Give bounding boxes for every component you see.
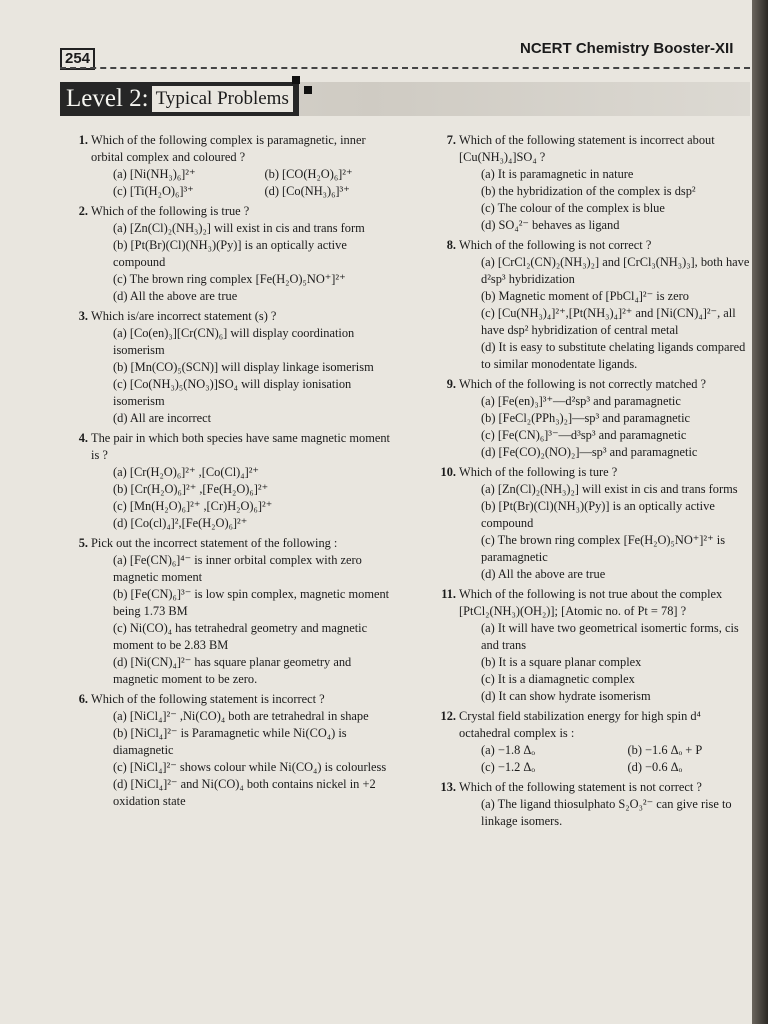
question-number: 2. [78, 204, 88, 218]
option: (c) The colour of the complex is blue [481, 201, 665, 215]
question-text: Which of the following is true ? [91, 204, 250, 218]
option: (a) [Zn(Cl)₂(NH₃)₂] will exist in cis and trans forms [481, 482, 738, 496]
option: (d) −0.6 Δₒ [627, 760, 683, 774]
option: (c) [Fe(CN)₆]³⁻—d³sp³ and paramagnetic [481, 428, 687, 442]
question [64, 535, 394, 688]
option: (a) [Co(en)₃][Cr(CN)₆] will display coordination isomerism [113, 326, 355, 357]
option-row [459, 759, 752, 776]
option: (d) All the above are true [481, 567, 606, 581]
question-number: 9. [446, 377, 456, 391]
question-text: Which of the following is not true about the complex [PtCl₂(NH₃)(OH₂)]; [Atomic no. of Pt = 78] ? [459, 587, 723, 618]
question-number: 6. [78, 692, 88, 706]
option: (a) [Ni(NH₃)₆]²⁺ [113, 167, 196, 181]
option: (b) [CO(H₂O)₆]²⁺ [264, 167, 353, 181]
question-number: 8. [446, 238, 456, 252]
question-text: The pair in which both species have same magnetic moment is ? [91, 431, 391, 462]
option: (d) [Co(NH₃)₆]³⁺ [264, 184, 350, 198]
option: (a) The ligand thiosulphato S₂O₃²⁻ can give rise to linkage isomers. [481, 797, 732, 828]
option: (d) All are incorrect [113, 411, 212, 425]
option: (a) It will have two geometrical isomertic forms, cis and trans [481, 621, 739, 652]
option: (b) [Mn(CO)₅(SCN)] will display linkage isomerism [113, 360, 374, 374]
question [64, 308, 394, 427]
question-number: 7. [446, 133, 456, 147]
option: (c) [Cu(NH₃)₄]²⁺,[Pt(NH₃)₄]²⁺ and [Ni(CN)₄]²⁻, all have dsp² hybridization of central metal [481, 306, 736, 337]
option: (a) −1.8 Δₒ [481, 743, 535, 757]
option: (c) The brown ring complex [Fe(H₂O)₅NO⁺]²⁺ [113, 272, 346, 286]
option: (d) All the above are true [113, 289, 238, 303]
option: (d) It is easy to substitute chelating ligands compared to similar monodentate ligands. [481, 340, 746, 371]
question-text: Which of the following statement is incorrect ? [91, 692, 325, 706]
question-text: Which is/are incorrect statement (s) ? [91, 309, 277, 323]
question [432, 464, 752, 583]
option: (d) [NiCl₄]²⁻ and Ni(CO)₄ both contains nickel in +2 oxidation state [113, 777, 376, 808]
option: (c) [Mn(H₂O)₆]²⁺ ,[Cr)H₂O)₆]²⁺ [113, 499, 273, 513]
option: (a) [Fe(CN)₆]⁴⁻ is inner orbital complex with zero magnetic moment [113, 553, 362, 584]
question [432, 708, 752, 776]
option: (b) Magnetic moment of [PbCl₄]²⁻ is zero [481, 289, 689, 303]
question [64, 691, 394, 810]
question [432, 779, 752, 830]
book-title: NCERT Chemistry Booster-XII [520, 40, 734, 57]
question-text: Which of the following complex is paramagnetic, inner orbital complex and coloured ? [91, 133, 366, 164]
option: (c) [NiCl₄]²⁻ shows colour while Ni(CO₄) is colourless [113, 760, 387, 774]
level-heading [60, 82, 299, 116]
decorative-square [304, 86, 312, 94]
question-number: 3. [78, 309, 88, 323]
option: (a) [Cr(H₂O)₆]²⁺ ,[Co(Cl)₄]²⁺ [113, 465, 259, 479]
option: (d) It can show hydrate isomerism [481, 689, 651, 703]
question-text: Which of the following is not correctly matched ? [459, 377, 707, 391]
question-text: Which of the following is not correct ? [459, 238, 652, 252]
left-column [64, 132, 394, 813]
option: (b) [Pt(Br)(Cl)(NH₃)(Py)] is an optically active compound [481, 499, 715, 530]
option: (d) [Ni(CN)₄]²⁻ has square planar geometry and magnetic moment to be zero. [113, 655, 352, 686]
option-row [91, 183, 394, 200]
option: (a) [CrCl₂(CN)₂(NH₃)₂] and [CrCl₃(NH₃)₃], both have d²sp³ hybridization [481, 255, 750, 286]
question [432, 237, 752, 373]
question-text: Crystal field stabilization energy for high spin d⁴ octahedral complex is : [459, 709, 701, 740]
option: (a) It is paramagnetic in nature [481, 167, 634, 181]
question-number: 12. [440, 709, 456, 723]
option: (b) It is a square planar complex [481, 655, 642, 669]
question-number: 1. [78, 133, 88, 147]
option: (d) [Fe(CO)₂(NO)₂]—sp³ and paramagnetic [481, 445, 698, 459]
question [432, 132, 752, 234]
question-number: 10. [440, 465, 456, 479]
option: (c) Ni(CO)₄ has tetrahedral geometry and magnetic moment to be 2.83 BM [113, 621, 368, 652]
option-row [459, 742, 752, 759]
option: (c) The brown ring complex [Fe(H₂O)₅NO⁺]²⁺ is paramagnetic [481, 533, 726, 564]
option: (b) [NiCl₄]²⁻ is Paramagnetic while Ni(CO₄) is diamagnetic [113, 726, 347, 757]
question [432, 376, 752, 461]
question [64, 132, 394, 200]
option: (b) [Pt(Br)(Cl)(NH₃)(Py)] is an optically active compound [113, 238, 347, 269]
option: (c) −1.2 Δₒ [481, 760, 535, 774]
right-column [432, 132, 752, 833]
question-text: Pick out the incorrect statement of the following : [91, 536, 338, 550]
level-label: Level 2: [66, 85, 149, 112]
header-divider [60, 67, 750, 69]
option: (a) [Fe(en)₃]³⁺—d²sp³ and paramagnetic [481, 394, 681, 408]
decorative-square [292, 76, 300, 84]
option: (a) [Zn(Cl)₂(NH₃)₂] will exist in cis and trans form [113, 221, 365, 235]
option: (b) [FeCl₂(PPh₃)₂]—sp³ and paramagnetic [481, 411, 691, 425]
question-number: 4. [78, 431, 88, 445]
option: (a) [NiCl₄]²⁻ ,Ni(CO)₄ both are tetrahedral in shape [113, 709, 369, 723]
option: (b) the hybridization of the complex is dsp² [481, 184, 696, 198]
level-subtitle: Typical Problems [152, 86, 293, 112]
option: (d) [Co(cl)₄]²,[Fe(H₂O)₆]²⁺ [113, 516, 248, 530]
option-row [91, 166, 394, 183]
question [64, 430, 394, 532]
option: (b) −1.6 Δₒ + P [627, 743, 703, 757]
question-number: 11. [441, 587, 456, 601]
option: (d) SO₄²⁻ behaves as ligand [481, 218, 620, 232]
option: (c) [Ti(H₂O)₆]³⁺ [113, 184, 194, 198]
option: (c) It is a diamagnetic complex [481, 672, 635, 686]
page-edge-shadow [752, 0, 768, 1024]
question-number: 13. [440, 780, 456, 794]
question [64, 203, 394, 305]
option: (b) [Cr(H₂O)₆]²⁺ ,[Fe(H₂O)₆]²⁺ [113, 482, 269, 496]
option: (b) [Fe(CN)₆]³⁻ is low spin complex, magnetic moment being 1.73 BM [113, 587, 390, 618]
question-text: Which of the following is ture ? [459, 465, 618, 479]
question-text: Which of the following statement is incorrect about [Cu(NH₃)₄]SO₄ ? [459, 133, 715, 164]
option: (c) [Co(NH₃)₅(NO₃)]SO₄ will display ionisation isomerism [113, 377, 352, 408]
question [432, 586, 752, 705]
question-text: Which of the following statement is not correct ? [459, 780, 702, 794]
question-number: 5. [78, 536, 88, 550]
page-number: 254 [60, 48, 95, 70]
